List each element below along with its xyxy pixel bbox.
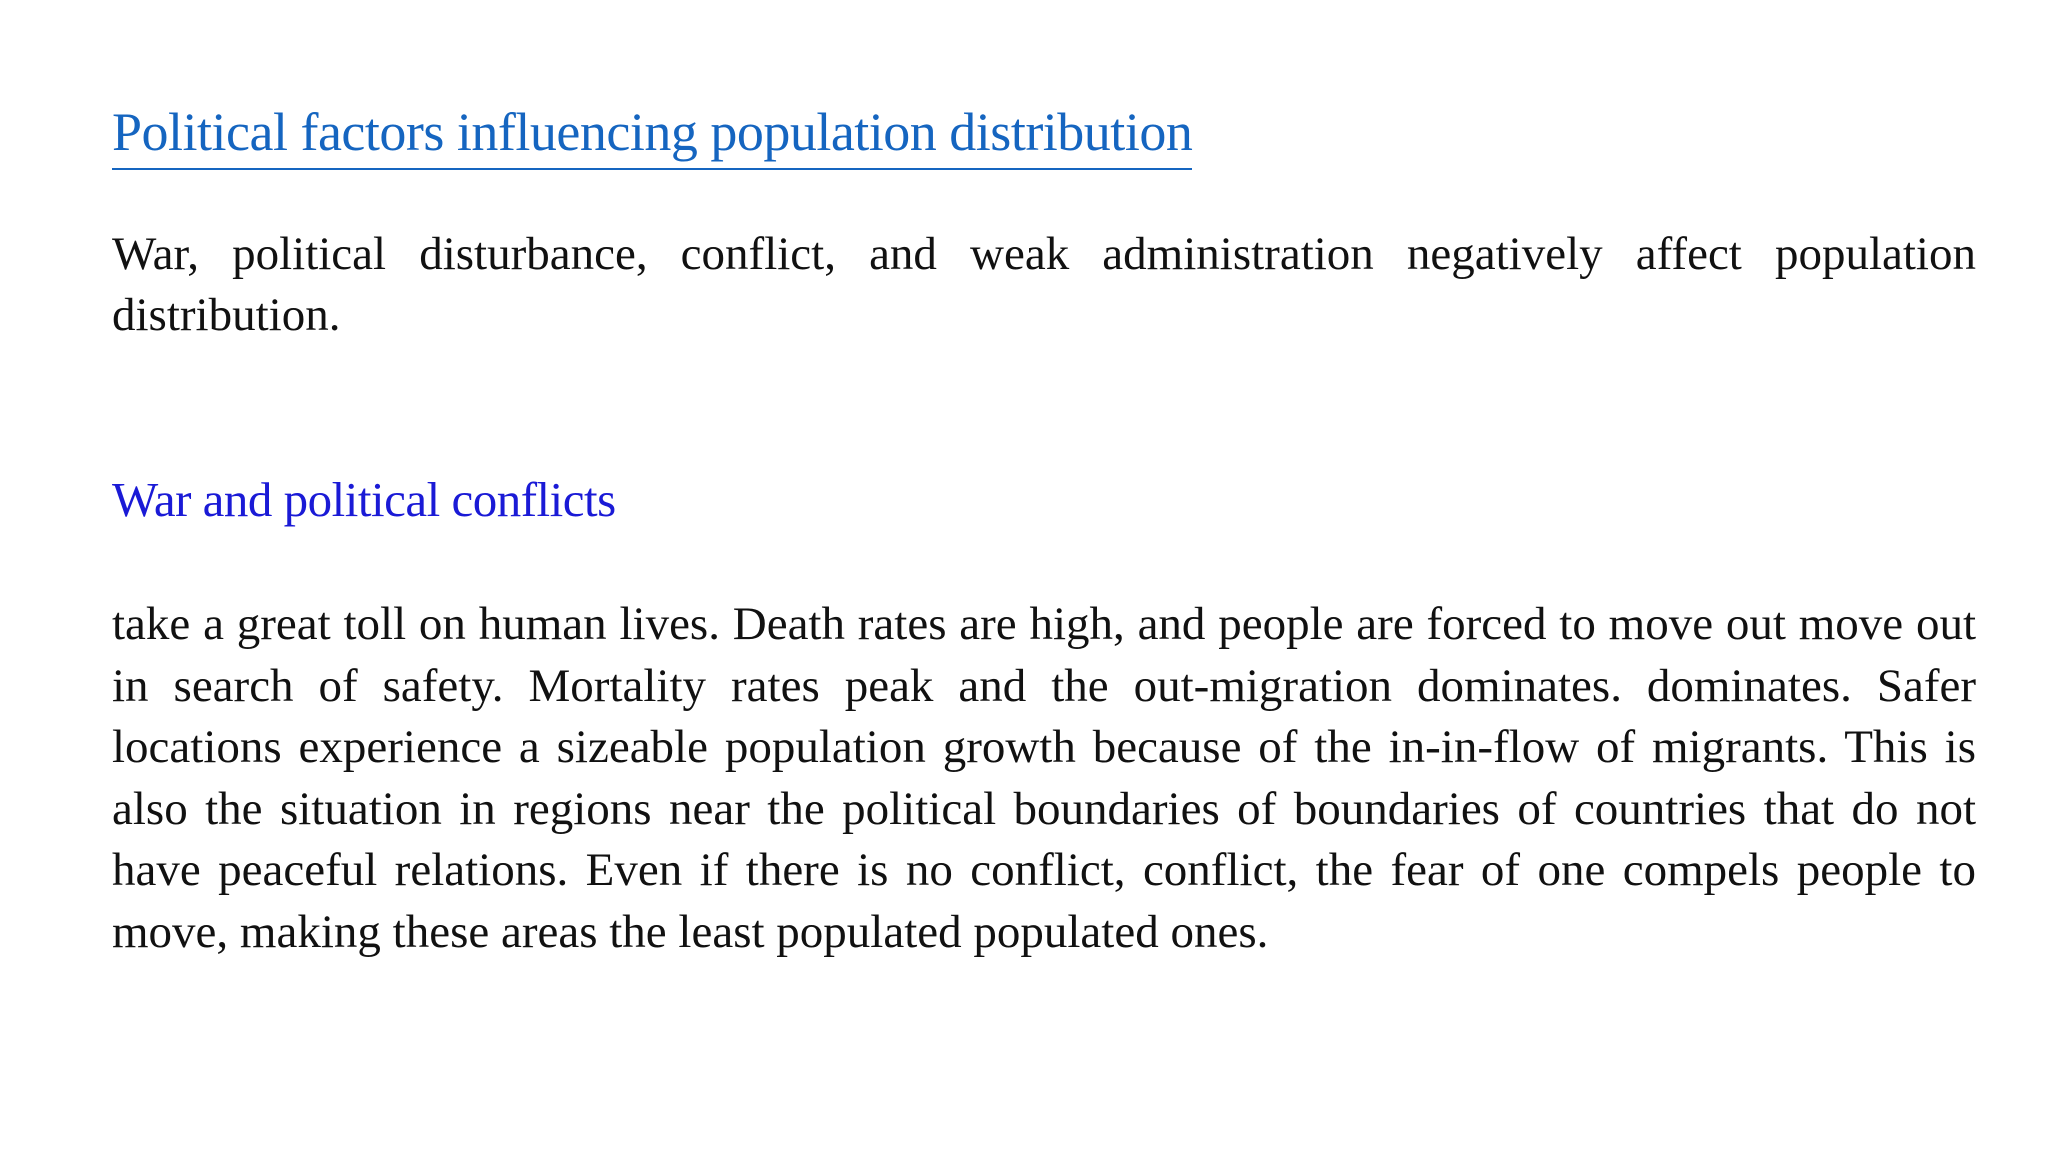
- section-body-paragraph: take a great toll on human lives. Death rates are high, and people are forced to move out move out in search of safety. Mortality rates peak and the out-migration dominates. dominates. Safer locations experience a sizeable population growth because of the in-in-flow of migrants. This is also the situation in regions near the political boundaries of boundaries of countries that do not have peaceful relations. Even if there is no conflict, conflict, the fear of one compels people to move, making these areas the least populated populated ones.: [112, 598, 1976, 958]
- intro-paragraph: War, political disturbance, conflict, and weak administration negatively affect population distribution.: [112, 228, 1976, 341]
- section-heading: War and political conflicts: [112, 472, 616, 527]
- document-content: [112, 100, 1976, 963]
- page-title: Political factors influencing population distribution: [112, 100, 1192, 170]
